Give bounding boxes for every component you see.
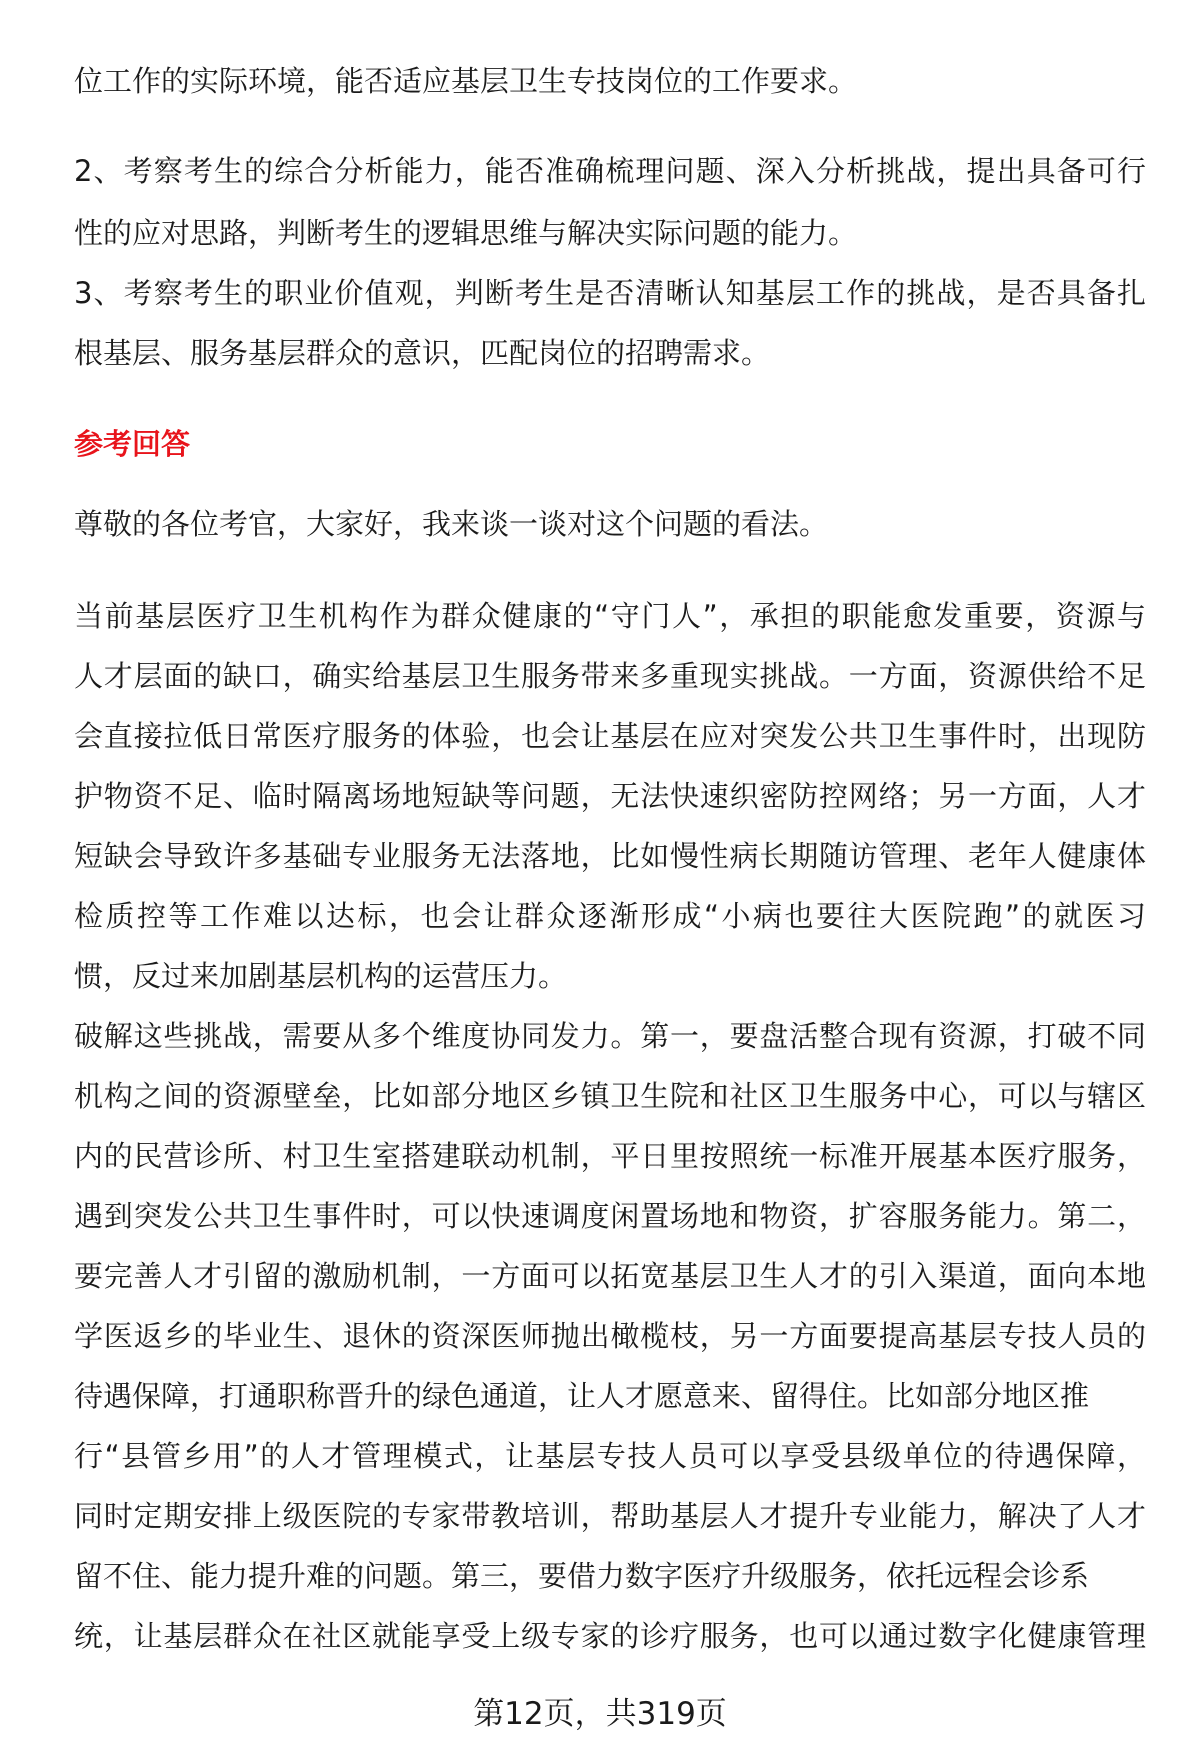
text-line: 破解这些挑战，需要从多个维度协同发力。第一，要盘活整合现有资源，打破不同 xyxy=(74,1019,1146,1053)
text-line: 惯，反过来加剧基层机构的运营压力。 xyxy=(74,959,568,993)
text-line: 性的应对思路，判断考生的逻辑思维与解决实际问题的能力。 xyxy=(74,216,858,250)
text-line: 当前基层医疗卫生机构作为群众健康的“守门人”，承担的职能愈发重要，资源与 xyxy=(74,599,1146,633)
text-line: 留不住、能力提升难的问题。第三，要借力数字医疗升级服务，依托远程会诊系 xyxy=(74,1559,1090,1593)
text-line: 内的民营诊所、村卫生室搭建联动机制，平日里按照统一标准开展基本医疗服务， xyxy=(74,1139,1146,1173)
text-line: 要完善人才引留的激励机制，一方面可以拓宽基层卫生人才的引入渠道，面向本地 xyxy=(74,1259,1146,1293)
text-line: 会直接拉低日常医疗服务的体验，也会让基层在应对突发公共卫生事件时，出现防 xyxy=(74,719,1146,753)
text-line: 统，让基层群众在社区就能享受上级专家的诊疗服务，也可以通过数字化健康管理 xyxy=(74,1619,1146,1653)
text-line: 2、考察考生的综合分析能力，能否准确梳理问题、深入分析挑战，提出具备可行 xyxy=(74,154,1146,188)
text-line: 学医返乡的毕业生、退休的资深医师抛出橄榄枝，另一方面要提高基层专技人员的 xyxy=(74,1319,1146,1353)
text-line: 根基层、服务基层群众的意识，匹配岗位的招聘需求。 xyxy=(74,336,771,370)
section-heading: 参考回答 xyxy=(74,427,191,461)
text-line: 同时定期安排上级医院的专家带教培训，帮助基层人才提升专业能力，解决了人才 xyxy=(74,1499,1146,1533)
text-line: 短缺会导致许多基础专业服务无法落地，比如慢性病长期随访管理、老年人健康体 xyxy=(74,839,1146,873)
greeting-paragraph: 尊敬的各位考官，大家好，我来谈一谈对这个问题的看法。 xyxy=(74,507,829,541)
text-line: 人才层面的缺口，确实给基层卫生服务带来多重现实挑战。一方面，资源供给不足 xyxy=(74,659,1146,693)
text-line: 护物资不足、临时隔离场地短缺等问题，无法快速织密防控网络；另一方面，人才 xyxy=(74,779,1146,813)
text-line: 待遇保障，打通职称晋升的绿色通道，让人才愿意来、留得住。比如部分地区推 xyxy=(74,1379,1090,1413)
page-number: 第12页，共319页 xyxy=(473,1696,727,1732)
text-line: 检质控等工作难以达标，也会让群众逐渐形成“小病也要往大医院跑”的就医习 xyxy=(74,899,1146,933)
watermark: ​ xyxy=(214,591,386,796)
text-line: 行“县管乡用”的人才管理模式，让基层专技人员可以享受县级单位的待遇保障， xyxy=(74,1439,1146,1473)
text-line: 位工作的实际环境，能否适应基层卫生专技岗位的工作要求。 xyxy=(74,64,858,98)
text-line: 遇到突发公共卫生事件时，可以快速调度闲置场地和物资，扩容服务能力。第二， xyxy=(74,1199,1146,1233)
text-line: 3、考察考生的职业价值观，判断考生是否清晰认知基层工作的挑战，是否具备扎 xyxy=(74,276,1146,310)
text-line: 机构之间的资源壁垒，比如部分地区乡镇卫生院和社区卫生服务中心，可以与辖区 xyxy=(74,1079,1146,1113)
